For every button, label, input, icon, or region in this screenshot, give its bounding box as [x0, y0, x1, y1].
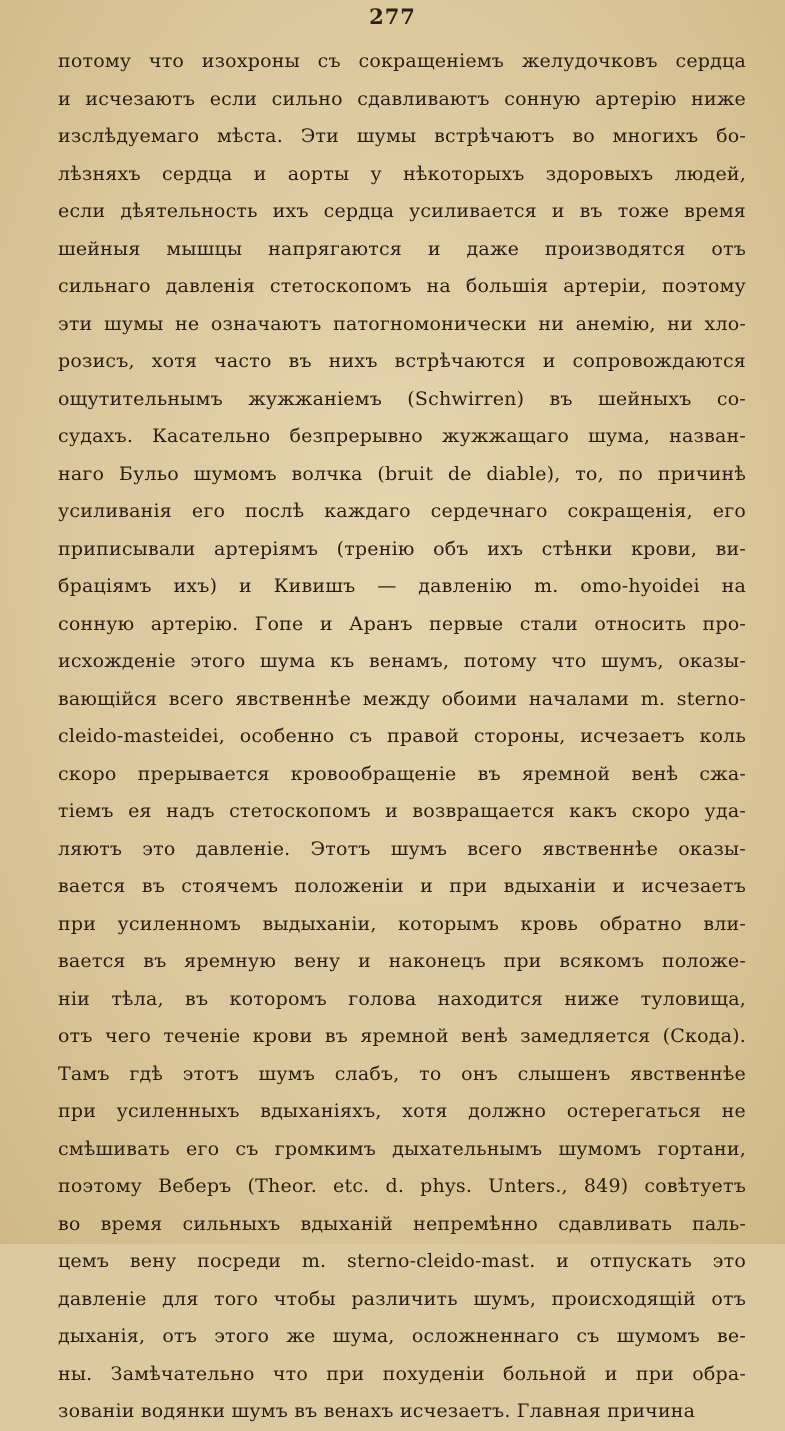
text-line: давленіе для того чтобы различить шумъ, происходящій отъ	[58, 1287, 746, 1310]
text-line: тіемъ ея надъ стетоскопомъ и возвращается какъ скоро уда-	[58, 800, 746, 822]
text-line: розисъ, хотя часто въ нихъ встрѣчаются и сопровождаются	[58, 350, 746, 372]
text-line: лѣзняхъ сердца и аорты у нѣкоторыхъ здоровыхъ людей,	[58, 162, 746, 185]
text-line: поэтому Веберъ (Theor. etc. d. phys. Unters., 849) совѣтуетъ	[58, 1175, 746, 1197]
text-line: усиливанія его послѣ каждаго сердечнаго сокращенія, его	[58, 500, 746, 522]
text-line: ощутительнымъ жужжаніемъ (Schwirren) въ шейныхъ со-	[58, 387, 746, 410]
text-line: браціямъ ихъ) и Кивишъ — давленію m. omo-hyoidei на	[58, 575, 746, 597]
text-line: при усиленномъ выдыханіи, которымъ кровь обратно вли-	[58, 912, 746, 935]
text-line: сильнаго давленія стетоскопомъ на большія артеріи, поэтому	[58, 275, 746, 297]
text-line: ляютъ это давленіе. Этотъ шумъ всего явственнѣе оказы-	[58, 837, 746, 860]
text-line: изслѣдуемаго мѣста. Эти шумы встрѣчаютъ во многихъ бо-	[58, 125, 746, 147]
text-line: зованіи водянки шумъ въ венахъ исчезаетъ. Главная причина	[58, 1400, 696, 1422]
text-line: cleido-masteidei, особенно съ правой стороны, исчезаетъ коль	[58, 725, 746, 747]
text-line: исхожденіе этого шума къ венамъ, потому что шумъ, оказы-	[58, 650, 746, 672]
text-line: отъ чего теченіе крови въ яремной венѣ замедляется (Скода).	[58, 1025, 746, 1047]
text-line: вающійся всего явственнѣе между обоими началами m. sterno-	[58, 687, 746, 710]
text-line: эти шумы не означаютъ патогномонически ни анемію, ни хло-	[58, 312, 746, 335]
text-line: приписывали артеріямъ (тренію объ ихъ стѣнки крови, ви-	[58, 537, 746, 560]
text-line: во время сильныхъ вдыханій непремѣнно сдавливать паль-	[58, 1212, 746, 1235]
text-line: ны. Замѣчательно что при похуденіи больной и при обра-	[58, 1362, 746, 1385]
text-line: цемъ вену посреди m. sterno-cleido-mast. и отпускать это	[58, 1250, 746, 1272]
text-line: вается въ яремную вену и наконецъ при всякомъ положе-	[58, 950, 746, 972]
text-line: смѣшивать его съ громкимъ дыхательнымъ шумомъ гортани,	[58, 1137, 746, 1160]
text-line: ніи тѣла, въ которомъ голова находится ниже туловища,	[58, 987, 746, 1010]
text-line: вается въ стоячемъ положеніи и при вдыханіи и исчезаетъ	[58, 875, 746, 897]
text-line: если дѣятельность ихъ сердца усиливается и въ тоже время	[58, 200, 746, 222]
text-line: шейныя мышцы напрягаются и даже производятся отъ	[58, 237, 746, 260]
text-line: Тамъ гдѣ этотъ шумъ слабъ, то онъ слышенъ явственнѣе	[58, 1062, 746, 1085]
text-line: и исчезаютъ если сильно сдавливаютъ сонную артерію ниже	[58, 87, 746, 110]
text-line: сонную артерію. Гопе и Аранъ первые стали относить про-	[58, 612, 746, 635]
text-line: потому что изохроны съ сокращеніемъ желудочковъ сердца	[58, 50, 746, 72]
page-number: 277	[369, 4, 416, 29]
text-line: наго Бульо шумомъ волчка (bruit de diable), то, по причинѣ	[58, 462, 746, 485]
text-line: скоро прерывается кровообращеніе въ яремной венѣ сжа-	[58, 762, 746, 785]
text-line: при усиленныхъ вдыханіяхъ, хотя должно остерегаться не	[58, 1100, 746, 1122]
text-line: судахъ. Касательно безпрерывно жужжащаго шума, назван-	[58, 425, 746, 447]
body-text	[58, 43, 746, 1431]
text-line: дыханія, отъ этого же шума, осложненнаго съ шумомъ ве-	[58, 1325, 746, 1347]
